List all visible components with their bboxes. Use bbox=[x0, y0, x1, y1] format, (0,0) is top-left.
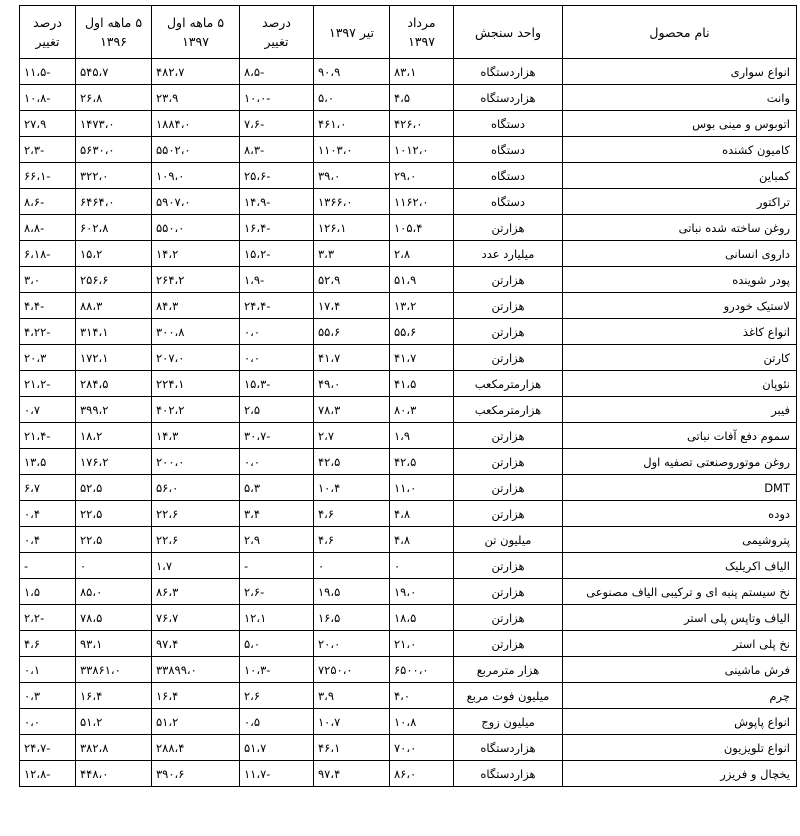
tir-1397-cell: ۱۳۶۶،۰ bbox=[314, 189, 390, 215]
tir-1397-cell: ۵۲،۹ bbox=[314, 267, 390, 293]
5month-1397-cell: ۸۴،۳ bbox=[152, 293, 240, 319]
tir-1397-cell: ۰ bbox=[314, 553, 390, 579]
production-statistics-table bbox=[19, 5, 797, 787]
5month-1397-cell: ۱۸۸۴،۰ bbox=[152, 111, 240, 137]
change-percent-5month-cell: ۰،۷ bbox=[20, 397, 76, 423]
change-percent-monthly-cell: ۵۱،۷ bbox=[240, 735, 314, 761]
5month-1396-cell: ۷۸،۵ bbox=[76, 605, 152, 631]
unit-cell: دستگاه bbox=[454, 163, 563, 189]
header-line-1: درصد bbox=[33, 15, 62, 30]
tir-1397-cell: ۷۸،۳ bbox=[314, 397, 390, 423]
change-percent-monthly-cell: ۵،۳ bbox=[240, 475, 314, 501]
5month-1396-cell: ۸۵،۰ bbox=[76, 579, 152, 605]
product-name-cell: داروی انسانی bbox=[563, 241, 797, 267]
table-row bbox=[20, 735, 797, 761]
mordad-1397-cell: ۱،۹ bbox=[390, 423, 454, 449]
change-percent-5month-cell: ۱۳،۵ bbox=[20, 449, 76, 475]
table-row bbox=[20, 111, 797, 137]
change-percent-5month-cell: -۲۱،۲ bbox=[20, 371, 76, 397]
header-line-2: ۱۳۹۷ bbox=[408, 34, 435, 49]
unit-cell: هزارتن bbox=[454, 319, 563, 345]
mordad-1397-cell: ۰ bbox=[390, 553, 454, 579]
table-row bbox=[20, 85, 797, 111]
unit-cell: هزار مترمربع bbox=[454, 657, 563, 683]
unit-cell: دستگاه bbox=[454, 111, 563, 137]
5month-1397-cell: ۱،۷ bbox=[152, 553, 240, 579]
5month-1397-cell: ۵۱،۲ bbox=[152, 709, 240, 735]
header-line-1: واحد سنجش bbox=[474, 24, 542, 40]
change-percent-monthly-cell: -۱۵،۳ bbox=[240, 371, 314, 397]
change-percent-monthly-cell: ۲،۹ bbox=[240, 527, 314, 553]
product-name-cell: وانت bbox=[563, 85, 797, 111]
mordad-1397-cell: ۸۳،۱ bbox=[390, 59, 454, 85]
5month-1397-cell: ۱۶،۴ bbox=[152, 683, 240, 709]
product-name-cell: یخچال و فریزر bbox=[563, 761, 797, 787]
table-row bbox=[20, 709, 797, 735]
product-name-cell: روغن موتوروصنعتی تصفیه اول bbox=[563, 449, 797, 475]
table-row bbox=[20, 397, 797, 423]
5month-1396-cell: ۳۱۴،۱ bbox=[76, 319, 152, 345]
tir-1397-cell: ۹۰،۹ bbox=[314, 59, 390, 85]
mordad-1397-cell: ۵۱،۹ bbox=[390, 267, 454, 293]
tir-1397-cell: ۴،۶ bbox=[314, 527, 390, 553]
5month-1396-cell: ۹۳،۱ bbox=[76, 631, 152, 657]
change-percent-monthly-cell: -۱۰،۳ bbox=[240, 657, 314, 683]
unit-cell: میلیارد عدد bbox=[454, 241, 563, 267]
change-percent-monthly-cell: ۱۲،۱ bbox=[240, 605, 314, 631]
unit-cell: میلیون زوج bbox=[454, 709, 563, 735]
table-row bbox=[20, 423, 797, 449]
header-change-percent-monthly bbox=[240, 6, 314, 59]
change-percent-5month-cell: ۴،۶ bbox=[20, 631, 76, 657]
tir-1397-cell: ۳،۳ bbox=[314, 241, 390, 267]
change-percent-monthly-cell: -۱۱،۷ bbox=[240, 761, 314, 787]
5month-1396-cell: ۵۲،۵ bbox=[76, 475, 152, 501]
5month-1396-cell: ۳۳۸۶۱،۰ bbox=[76, 657, 152, 683]
header-product bbox=[563, 6, 797, 59]
mordad-1397-cell: ۲۹،۰ bbox=[390, 163, 454, 189]
unit-cell: هزاردستگاه bbox=[454, 735, 563, 761]
change-percent-5month-cell: ۶،۷ bbox=[20, 475, 76, 501]
product-name-cell: نخ سیستم پنبه ای و ترکیبی الیاف مصنوعی bbox=[563, 579, 797, 605]
unit-cell: هزارمترمکعب bbox=[454, 397, 563, 423]
table-row bbox=[20, 553, 797, 579]
table-row bbox=[20, 657, 797, 683]
header-line-1: نام محصول bbox=[649, 24, 710, 40]
5month-1396-cell: ۳۹۹،۲ bbox=[76, 397, 152, 423]
change-percent-5month-cell: -۲،۳ bbox=[20, 137, 76, 163]
change-percent-5month-cell: ۰،۴ bbox=[20, 501, 76, 527]
header-line-1: درصد bbox=[262, 15, 291, 30]
mordad-1397-cell: ۱۱،۰ bbox=[390, 475, 454, 501]
table-row bbox=[20, 241, 797, 267]
tir-1397-cell: ۵۵،۶ bbox=[314, 319, 390, 345]
mordad-1397-cell: ۴،۰ bbox=[390, 683, 454, 709]
header-line-2: ۱۳۹۶ bbox=[100, 34, 127, 49]
mordad-1397-cell: ۴۲۶،۰ bbox=[390, 111, 454, 137]
change-percent-monthly-cell: ۰،۰ bbox=[240, 449, 314, 475]
5month-1396-cell: ۱۸،۲ bbox=[76, 423, 152, 449]
product-name-cell: انواع تلویزیون bbox=[563, 735, 797, 761]
change-percent-5month-cell: ۰،۴ bbox=[20, 527, 76, 553]
5month-1397-cell: ۱۴،۲ bbox=[152, 241, 240, 267]
table-row bbox=[20, 761, 797, 787]
5month-1396-cell: ۴۴۸،۰ bbox=[76, 761, 152, 787]
header-5month-1396 bbox=[76, 6, 152, 59]
table-row bbox=[20, 579, 797, 605]
5month-1396-cell: ۵۴۵،۷ bbox=[76, 59, 152, 85]
header-line-2: ۱۳۹۷ bbox=[182, 34, 209, 49]
unit-cell: هزارتن bbox=[454, 475, 563, 501]
table-row bbox=[20, 267, 797, 293]
table-row bbox=[20, 189, 797, 215]
tir-1397-cell: ۱۱۰۳،۰ bbox=[314, 137, 390, 163]
table-row bbox=[20, 215, 797, 241]
unit-cell: هزاردستگاه bbox=[454, 59, 563, 85]
product-name-cell: پودر شوینده bbox=[563, 267, 797, 293]
product-name-cell: دوده bbox=[563, 501, 797, 527]
change-percent-5month-cell: ۲۷،۹ bbox=[20, 111, 76, 137]
5month-1396-cell: ۸۸،۳ bbox=[76, 293, 152, 319]
header-line-1: تیر ۱۳۹۷ bbox=[329, 24, 374, 40]
unit-cell: هزارتن bbox=[454, 553, 563, 579]
5month-1396-cell: ۳۲۲،۰ bbox=[76, 163, 152, 189]
5month-1397-cell: ۳۳۸۹۹،۰ bbox=[152, 657, 240, 683]
5month-1397-cell: ۴۸۲،۷ bbox=[152, 59, 240, 85]
table-row bbox=[20, 527, 797, 553]
product-name-cell: انواع پاپوش bbox=[563, 709, 797, 735]
unit-cell: هزارتن bbox=[454, 423, 563, 449]
product-name-cell: انواع کاغذ bbox=[563, 319, 797, 345]
5month-1396-cell: ۱۶،۴ bbox=[76, 683, 152, 709]
table-row bbox=[20, 501, 797, 527]
change-percent-monthly-cell: ۰،۵ bbox=[240, 709, 314, 735]
change-percent-5month-cell: -۱۱،۵ bbox=[20, 59, 76, 85]
unit-cell: میلیون تن bbox=[454, 527, 563, 553]
mordad-1397-cell: ۱۰،۸ bbox=[390, 709, 454, 735]
5month-1397-cell: ۲۲،۶ bbox=[152, 527, 240, 553]
tir-1397-cell: ۲،۷ bbox=[314, 423, 390, 449]
5month-1397-cell: ۲۸۸،۴ bbox=[152, 735, 240, 761]
change-percent-5month-cell: -۸،۸ bbox=[20, 215, 76, 241]
change-percent-5month-cell: ۰،۰ bbox=[20, 709, 76, 735]
change-percent-5month-cell: ۰،۱ bbox=[20, 657, 76, 683]
table-row bbox=[20, 475, 797, 501]
change-percent-monthly-cell: -۸،۳ bbox=[240, 137, 314, 163]
5month-1396-cell: ۲۸۴،۵ bbox=[76, 371, 152, 397]
tir-1397-cell: ۲۰،۰ bbox=[314, 631, 390, 657]
header-mordad-1397 bbox=[390, 6, 454, 59]
product-name-cell: اتوبوس و مینی بوس bbox=[563, 111, 797, 137]
tir-1397-cell: ۱۹،۵ bbox=[314, 579, 390, 605]
product-name-cell: کامیون کشنده bbox=[563, 137, 797, 163]
header-5month-1397 bbox=[152, 6, 240, 59]
header-line-2: تغییر bbox=[35, 34, 60, 49]
5month-1396-cell: ۶۴۶۴،۰ bbox=[76, 189, 152, 215]
tir-1397-cell: ۱۲۶،۱ bbox=[314, 215, 390, 241]
change-percent-5month-cell: -۱۲،۸ bbox=[20, 761, 76, 787]
5month-1397-cell: ۱۴،۳ bbox=[152, 423, 240, 449]
mordad-1397-cell: ۴،۸ bbox=[390, 527, 454, 553]
unit-cell: هزارتن bbox=[454, 267, 563, 293]
change-percent-monthly-cell: -۱،۹ bbox=[240, 267, 314, 293]
tir-1397-cell: ۳،۹ bbox=[314, 683, 390, 709]
change-percent-monthly-cell: -۱۵،۲ bbox=[240, 241, 314, 267]
table-row bbox=[20, 293, 797, 319]
change-percent-monthly-cell: -۷،۶ bbox=[240, 111, 314, 137]
5month-1396-cell: ۱۷۲،۱ bbox=[76, 345, 152, 371]
change-percent-5month-cell: -۲۱،۴ bbox=[20, 423, 76, 449]
change-percent-5month-cell: ۱،۵ bbox=[20, 579, 76, 605]
unit-cell: هزارتن bbox=[454, 605, 563, 631]
change-percent-5month-cell: ۳،۰ bbox=[20, 267, 76, 293]
change-percent-5month-cell: ۲۰،۳ bbox=[20, 345, 76, 371]
product-name-cell: الیاف وتاپس پلی استر bbox=[563, 605, 797, 631]
mordad-1397-cell: ۱۳،۲ bbox=[390, 293, 454, 319]
change-percent-5month-cell: ۰،۳ bbox=[20, 683, 76, 709]
mordad-1397-cell: ۴۲،۵ bbox=[390, 449, 454, 475]
tir-1397-cell: ۴۹،۰ bbox=[314, 371, 390, 397]
tir-1397-cell: ۷۲۵۰،۰ bbox=[314, 657, 390, 683]
change-percent-monthly-cell: ۵،۰ bbox=[240, 631, 314, 657]
unit-cell: هزارتن bbox=[454, 293, 563, 319]
table-row bbox=[20, 449, 797, 475]
mordad-1397-cell: ۸۰،۳ bbox=[390, 397, 454, 423]
tir-1397-cell: ۱۷،۴ bbox=[314, 293, 390, 319]
mordad-1397-cell: ۴۱،۷ bbox=[390, 345, 454, 371]
unit-cell: میلیون فوت مربع bbox=[454, 683, 563, 709]
tir-1397-cell: ۱۰،۴ bbox=[314, 475, 390, 501]
product-name-cell: تراکتور bbox=[563, 189, 797, 215]
mordad-1397-cell: ۱۱۶۲،۰ bbox=[390, 189, 454, 215]
unit-cell: هزارتن bbox=[454, 215, 563, 241]
unit-cell: هزاردستگاه bbox=[454, 85, 563, 111]
tir-1397-cell: ۱۶،۵ bbox=[314, 605, 390, 631]
unit-cell: هزارتن bbox=[454, 449, 563, 475]
table-row bbox=[20, 371, 797, 397]
product-name-cell: انواع سواری bbox=[563, 59, 797, 85]
product-name-cell: الیاف اکریلیک bbox=[563, 553, 797, 579]
5month-1397-cell: ۵۵۰۲،۰ bbox=[152, 137, 240, 163]
change-percent-monthly-cell: ۲،۶ bbox=[240, 683, 314, 709]
tir-1397-cell: ۴۲،۵ bbox=[314, 449, 390, 475]
5month-1396-cell: ۱۴۷۳،۰ bbox=[76, 111, 152, 137]
change-percent-5month-cell: -۲۴،۷ bbox=[20, 735, 76, 761]
change-percent-5month-cell: -۸،۶ bbox=[20, 189, 76, 215]
product-name-cell: فرش ماشینی bbox=[563, 657, 797, 683]
5month-1397-cell: ۸۶،۳ bbox=[152, 579, 240, 605]
mordad-1397-cell: ۸۶،۰ bbox=[390, 761, 454, 787]
5month-1397-cell: ۲۰۷،۰ bbox=[152, 345, 240, 371]
table-row bbox=[20, 163, 797, 189]
change-percent-monthly-cell: ۰،۰ bbox=[240, 345, 314, 371]
5month-1397-cell: ۲۲۴،۱ bbox=[152, 371, 240, 397]
5month-1397-cell: ۵۹۰۷،۰ bbox=[152, 189, 240, 215]
mordad-1397-cell: ۱۰۵،۴ bbox=[390, 215, 454, 241]
5month-1397-cell: ۷۶،۷ bbox=[152, 605, 240, 631]
change-percent-monthly-cell: -۸،۵ bbox=[240, 59, 314, 85]
tir-1397-cell: ۱۰،۷ bbox=[314, 709, 390, 735]
tir-1397-cell: ۴،۶ bbox=[314, 501, 390, 527]
change-percent-5month-cell: -۶،۱۸ bbox=[20, 241, 76, 267]
product-name-cell: روغن ساخته شده نباتی bbox=[563, 215, 797, 241]
mordad-1397-cell: ۱۸،۵ bbox=[390, 605, 454, 631]
table-row bbox=[20, 59, 797, 85]
mordad-1397-cell: ۷۰،۰ bbox=[390, 735, 454, 761]
5month-1397-cell: ۲۳،۹ bbox=[152, 85, 240, 111]
unit-cell: دستگاه bbox=[454, 189, 563, 215]
5month-1396-cell: ۵۶۳۰،۰ bbox=[76, 137, 152, 163]
change-percent-monthly-cell: -۲۴،۴ bbox=[240, 293, 314, 319]
mordad-1397-cell: ۲،۸ bbox=[390, 241, 454, 267]
mordad-1397-cell: ۴،۸ bbox=[390, 501, 454, 527]
product-name-cell: کمباین bbox=[563, 163, 797, 189]
header-line-2: تغییر bbox=[264, 34, 289, 49]
product-name-cell: نئوپان bbox=[563, 371, 797, 397]
mordad-1397-cell: ۶۵۰۰،۰ bbox=[390, 657, 454, 683]
change-percent-monthly-cell: ۳،۴ bbox=[240, 501, 314, 527]
change-percent-5month-cell: - bbox=[20, 553, 76, 579]
5month-1397-cell: ۳۰۰،۸ bbox=[152, 319, 240, 345]
5month-1396-cell: ۶۰۲،۸ bbox=[76, 215, 152, 241]
header-tir-1397 bbox=[314, 6, 390, 59]
header-line-1: ۵ ماهه اول bbox=[166, 15, 225, 30]
table-row bbox=[20, 137, 797, 163]
change-percent-monthly-cell: -۲۵،۶ bbox=[240, 163, 314, 189]
change-percent-5month-cell: -۱۰،۸ bbox=[20, 85, 76, 111]
5month-1397-cell: ۲۰۰،۰ bbox=[152, 449, 240, 475]
product-name-cell: DMT bbox=[563, 475, 797, 501]
table-row bbox=[20, 319, 797, 345]
5month-1397-cell: ۴۰۲،۲ bbox=[152, 397, 240, 423]
header-row bbox=[20, 6, 797, 59]
product-name-cell: لاستیک خودرو bbox=[563, 293, 797, 319]
table-body bbox=[20, 59, 797, 787]
5month-1396-cell: ۲۲،۵ bbox=[76, 527, 152, 553]
tir-1397-cell: ۵،۰ bbox=[314, 85, 390, 111]
5month-1396-cell: ۲۵۶،۶ bbox=[76, 267, 152, 293]
unit-cell: هزارمترمکعب bbox=[454, 371, 563, 397]
unit-cell: هزارتن bbox=[454, 501, 563, 527]
change-percent-monthly-cell: -۳۰،۷ bbox=[240, 423, 314, 449]
change-percent-monthly-cell: -۲،۶ bbox=[240, 579, 314, 605]
5month-1397-cell: ۳۹۰،۶ bbox=[152, 761, 240, 787]
mordad-1397-cell: ۱۹،۰ bbox=[390, 579, 454, 605]
tir-1397-cell: ۹۷،۴ bbox=[314, 761, 390, 787]
5month-1397-cell: ۵۶،۰ bbox=[152, 475, 240, 501]
change-percent-monthly-cell: ۰،۰ bbox=[240, 319, 314, 345]
change-percent-5month-cell: -۴،۲۲ bbox=[20, 319, 76, 345]
product-name-cell: چرم bbox=[563, 683, 797, 709]
unit-cell: هزارتن bbox=[454, 345, 563, 371]
5month-1397-cell: ۹۷،۴ bbox=[152, 631, 240, 657]
header-change-percent-5month bbox=[20, 6, 76, 59]
change-percent-monthly-cell: - bbox=[240, 553, 314, 579]
change-percent-5month-cell: -۲،۲ bbox=[20, 605, 76, 631]
mordad-1397-cell: ۲۱،۰ bbox=[390, 631, 454, 657]
5month-1396-cell: ۰ bbox=[76, 553, 152, 579]
5month-1396-cell: ۱۵،۲ bbox=[76, 241, 152, 267]
table-row bbox=[20, 631, 797, 657]
5month-1397-cell: ۱۰۹،۰ bbox=[152, 163, 240, 189]
header-line-1: ۵ ماهه اول bbox=[84, 15, 143, 30]
header-unit bbox=[454, 6, 563, 59]
tir-1397-cell: ۴۶،۱ bbox=[314, 735, 390, 761]
table-row bbox=[20, 605, 797, 631]
mordad-1397-cell: ۵۵،۶ bbox=[390, 319, 454, 345]
5month-1396-cell: ۲۲،۵ bbox=[76, 501, 152, 527]
change-percent-monthly-cell: ۲،۵ bbox=[240, 397, 314, 423]
5month-1396-cell: ۲۶،۸ bbox=[76, 85, 152, 111]
mordad-1397-cell: ۴۱،۵ bbox=[390, 371, 454, 397]
unit-cell: هزارتن bbox=[454, 579, 563, 605]
change-percent-monthly-cell: -۱۴،۹ bbox=[240, 189, 314, 215]
mordad-1397-cell: ۱۰۱۲،۰ bbox=[390, 137, 454, 163]
header-line-1: مرداد bbox=[407, 15, 436, 30]
5month-1397-cell: ۲۶۴،۲ bbox=[152, 267, 240, 293]
unit-cell: هزارتن bbox=[454, 631, 563, 657]
change-percent-monthly-cell: -۱۶،۴ bbox=[240, 215, 314, 241]
product-name-cell: فیبر bbox=[563, 397, 797, 423]
mordad-1397-cell: ۴،۵ bbox=[390, 85, 454, 111]
tir-1397-cell: ۳۹،۰ bbox=[314, 163, 390, 189]
product-name-cell: سموم دفع آفات نباتی bbox=[563, 423, 797, 449]
5month-1396-cell: ۳۸۲،۸ bbox=[76, 735, 152, 761]
product-name-cell: پتروشیمی bbox=[563, 527, 797, 553]
tir-1397-cell: ۴۱،۷ bbox=[314, 345, 390, 371]
5month-1397-cell: ۲۲،۶ bbox=[152, 501, 240, 527]
5month-1397-cell: ۵۵۰،۰ bbox=[152, 215, 240, 241]
5month-1396-cell: ۱۷۶،۲ bbox=[76, 449, 152, 475]
change-percent-5month-cell: -۶۶،۱ bbox=[20, 163, 76, 189]
unit-cell: دستگاه bbox=[454, 137, 563, 163]
table-row bbox=[20, 345, 797, 371]
change-percent-monthly-cell: -۱۰،۰ bbox=[240, 85, 314, 111]
change-percent-5month-cell: -۴،۴ bbox=[20, 293, 76, 319]
5month-1396-cell: ۵۱،۲ bbox=[76, 709, 152, 735]
tir-1397-cell: ۴۶۱،۰ bbox=[314, 111, 390, 137]
product-name-cell: کارتن bbox=[563, 345, 797, 371]
product-name-cell: نخ پلی استر bbox=[563, 631, 797, 657]
unit-cell: هزاردستگاه bbox=[454, 761, 563, 787]
table-row bbox=[20, 683, 797, 709]
